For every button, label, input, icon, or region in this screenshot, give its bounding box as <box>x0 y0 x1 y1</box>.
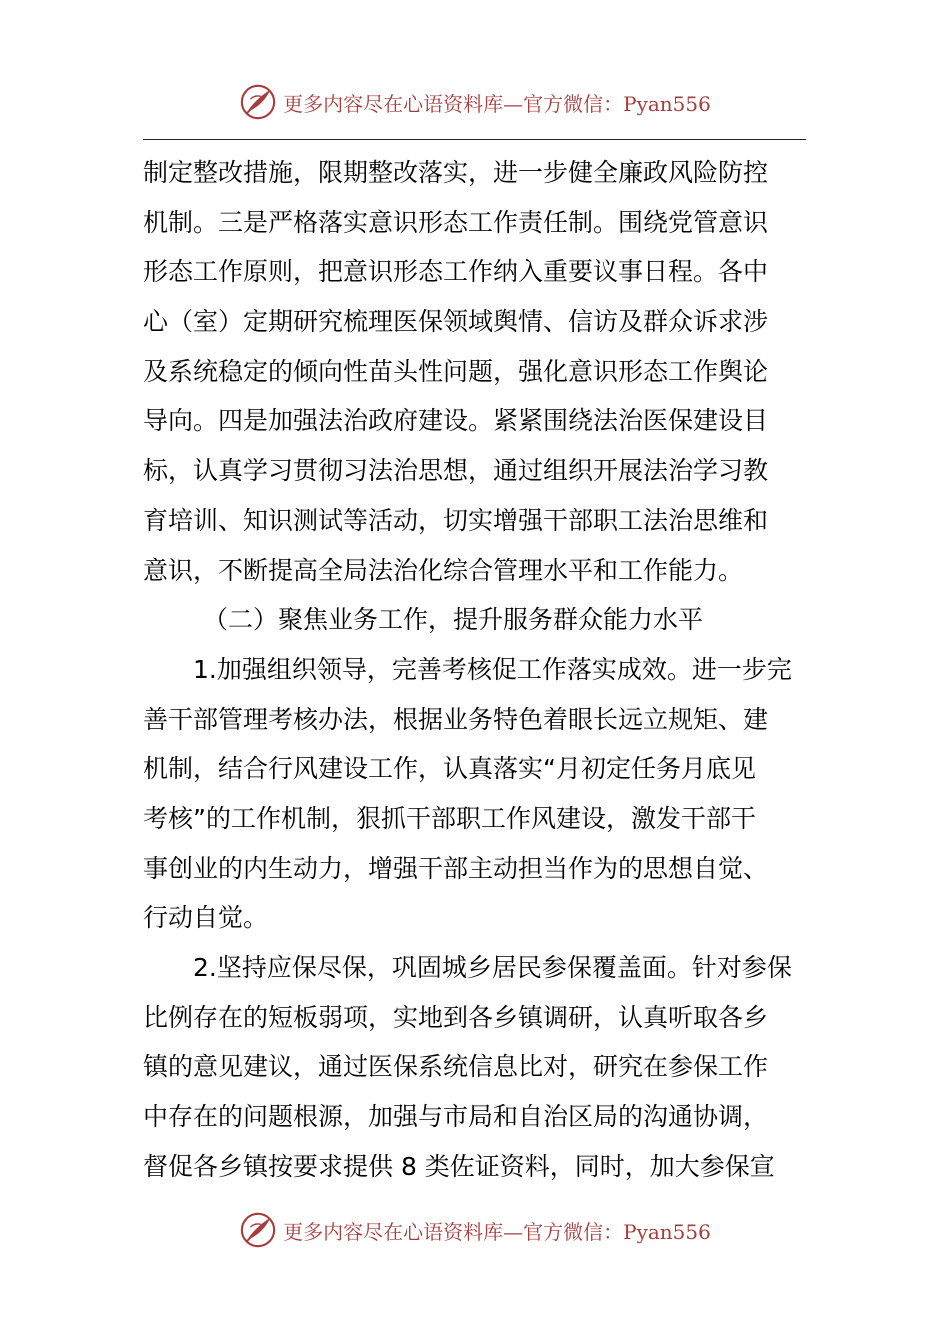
section-heading: （二）聚焦业务工作，提升服务群众能力水平 <box>203 605 704 635</box>
body-line-20: 中存在的问题根源，加强与市局和自治区局的沟通协调， <box>143 1102 769 1132</box>
body-line-14: 考核”的工作机制，狠抓干部职工作风建设，激发干部干 <box>143 803 756 833</box>
body-line-7: 标，认真学习贯彻习法治思想，通过组织开展法治学习教 <box>143 456 769 486</box>
body-line-6: 导向。四是加强法治政府建设。紧紧围绕法治医保建设目 <box>143 406 769 436</box>
body-line-4: 心（室）定期研究梳理医保领域舆情、信访及群众诉求涉 <box>143 307 769 337</box>
body-line-1: 制定整改措施，限期整改落实，进一步健全廉政风险防控 <box>143 158 769 187</box>
body-line-8: 育培训、知识测试等活动，切实增强干部职工法治思维和 <box>143 505 769 535</box>
header-banner <box>0 80 950 124</box>
body-line-12: 善干部管理考核办法，根据业务特色着眼长远立规矩、建 <box>143 704 769 734</box>
body-line-11: 1.加强组织领导，完善考核促工作落实成效。进一步完 <box>193 654 792 684</box>
body-line-21: 督促各乡镇按要求提供 8 类佐证资料，同时，加大参保宣 <box>143 1151 775 1181</box>
body-line-16: 行动自觉。 <box>143 903 269 933</box>
quill-logo-icon <box>239 83 277 121</box>
header-banner-text: 更多内容尽在心语资料库—官方微信：Pyan556 <box>283 91 711 116</box>
body-line-5: 及系统稳定的倾向性苗头性问题，强化意识形态工作舆论 <box>143 356 769 386</box>
body-line-19: 镇的意见建议，通过医保系统信息比对，研究在参保工作 <box>143 1052 769 1082</box>
header-divider <box>143 139 806 140</box>
body-line-13: 机制，结合行风建设工作，认真落实“月初定任务月底见 <box>143 754 756 784</box>
quill-logo-icon <box>239 1211 277 1249</box>
body-line-15: 事创业的内生动力，增强干部主动担当作为的思想自觉、 <box>143 853 769 883</box>
body-line-18: 比例存在的短板弱项，实地到各乡镇调研，认真听取各乡 <box>143 1002 769 1032</box>
body-line-3: 形态工作原则，把意识形态工作纳入重要议事日程。各中 <box>143 257 769 287</box>
document-body <box>143 148 807 1191</box>
body-line-9: 意识，不断提高全局法治化综合管理水平和工作能力。 <box>143 555 744 585</box>
footer-banner <box>0 1208 950 1252</box>
body-line-2: 机制。三是严格落实意识形态工作责任制。围绕党管意识 <box>143 207 769 237</box>
body-line-17: 2.坚持应保尽保，巩固城乡居民参保覆盖面。针对参保 <box>193 953 792 982</box>
footer-banner-text: 更多内容尽在心语资料库—官方微信：Pyan556 <box>283 1219 711 1244</box>
